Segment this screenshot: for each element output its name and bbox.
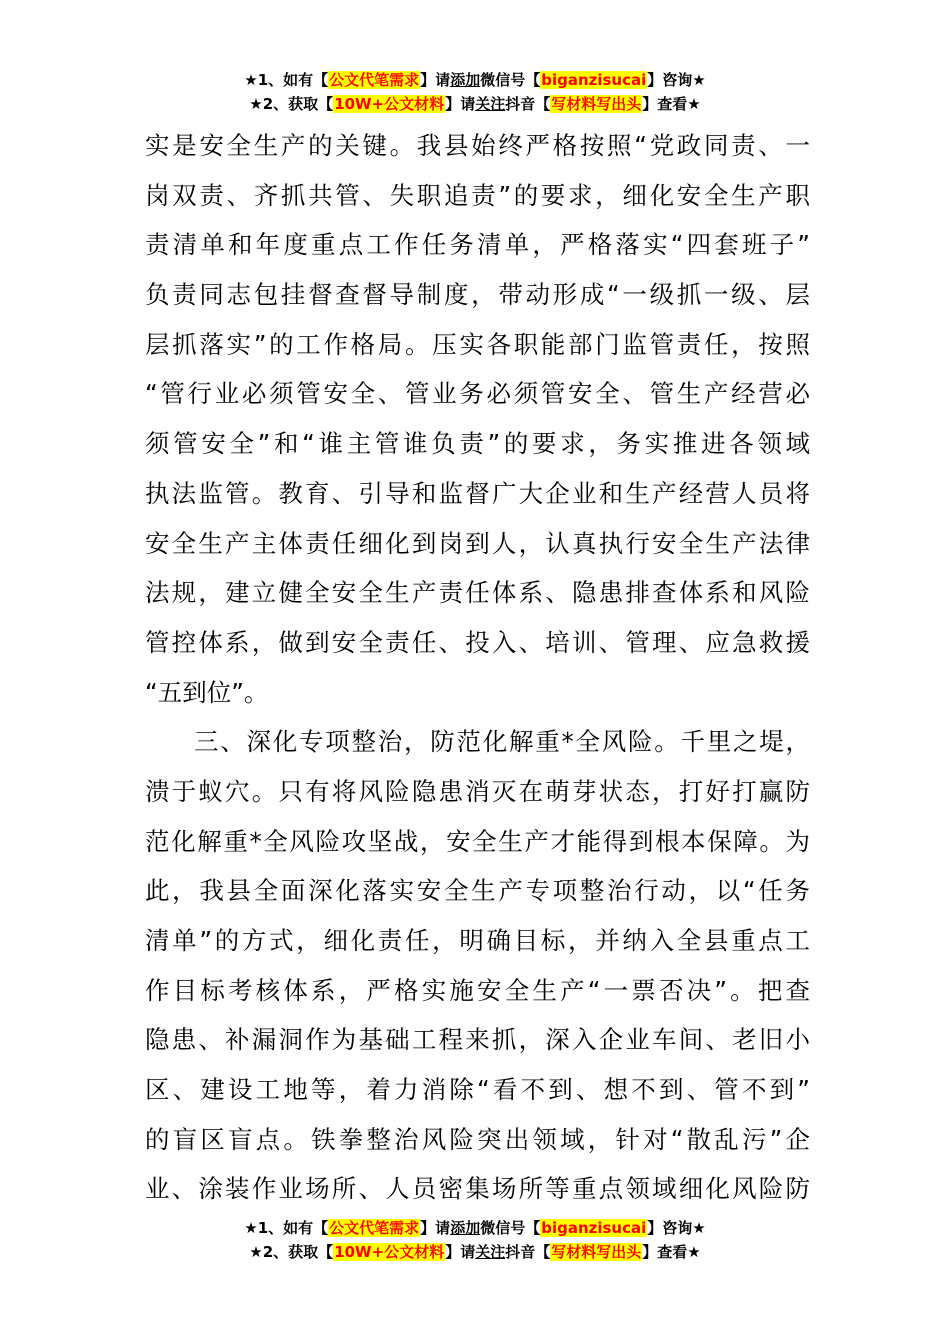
header-notice-line-2: ★2、获取【10W+公文材料】请关注抖音【写材料写出头】查看★ — [249, 95, 701, 113]
body-line: 管控体系，做到安全责任、投入、培训、管理、应急救援 — [145, 627, 810, 657]
body-line: 执法监管。教育、引导和监督广大企业和生产经营人员将 — [145, 478, 810, 508]
header-highlight-service: 公文代笔需求 — [329, 71, 420, 89]
body-line: 区、建设工地等，着力消除“看不到、想不到、管不到” — [145, 1075, 810, 1105]
header-notice-line-1: ★1、如有【公文代笔需求】请添加微信号【biganzisucai】咨询★ — [244, 71, 706, 89]
body-line: 安全生产主体责任细化到岗到人，认真执行安全生产法律 — [145, 528, 810, 558]
body-line: 负责同志包挂督查督导制度，带动形成“一级抓一级、层 — [145, 280, 810, 310]
body-line: 岗双责、齐抓共管、失职追责”的要求，细化安全生产职 — [145, 180, 810, 210]
footer-highlight-douyin: 写材料写出头 — [551, 1243, 642, 1261]
body-line: 实是安全生产的关键。我县始终严格按照“党政同责、一 — [145, 131, 810, 160]
body-line: 的盲区盲点。铁拳整治风险突出领域，针对“散乱污”企 — [145, 1124, 810, 1154]
body-line: 作目标考核体系，严格实施安全生产“一票否决”。把查 — [145, 975, 810, 1005]
body-line: 业、涂装作业场所、人员密集场所等重点领域细化风险防 — [145, 1174, 810, 1204]
body-line: 隐患、补漏洞作为基础工程来抓，深入企业车间、老旧小 — [145, 1025, 810, 1055]
body-line: “管行业必须管安全、管业务必须管安全、管生产经营必 — [145, 379, 810, 409]
body-line: 此，我县全面深化落实安全生产专项整治行动，以“任务 — [145, 876, 810, 906]
footer-notice-line-1: ★1、如有【公文代笔需求】请添加微信号【biganzisucai】咨询★ — [244, 1219, 706, 1237]
footer-notice-line-2: ★2、获取【10W+公文材料】请关注抖音【写材料写出头】查看★ — [249, 1243, 701, 1261]
body-line: 层抓落实”的工作格局。压实各职能部门监管责任，按照 — [145, 329, 810, 359]
body-line-paragraph-end: “五到位”。 — [145, 677, 269, 707]
body-line: 法规，建立健全安全生产责任体系、隐患排查体系和风险 — [145, 578, 810, 608]
footer-notice — [0, 1216, 950, 1264]
body-line: 责清单和年度重点工作任务清单，严格落实“四套班子” — [145, 230, 810, 260]
header-highlight-materials: 10W+公文材料 — [334, 95, 445, 113]
header-highlight-douyin: 写材料写出头 — [551, 95, 642, 113]
document-body — [145, 121, 810, 1214]
footer-highlight-service: 公文代笔需求 — [329, 1219, 420, 1237]
body-line: 须管安全”和“谁主管谁负责”的要求，务实推进各领域 — [145, 429, 810, 459]
body-line: 清单”的方式，细化责任，明确目标，并纳入全县重点工 — [145, 926, 810, 955]
footer-highlight-materials: 10W+公文材料 — [334, 1243, 445, 1261]
footer-highlight-wechat-id: biganzisucai — [541, 1219, 647, 1237]
body-line: 溃于蚁穴。只有将风险隐患消灭在萌芽状态，打好打赢防 — [145, 776, 810, 806]
header-highlight-wechat-id: biganzisucai — [541, 71, 647, 89]
header-notice — [0, 68, 950, 116]
section-heading-line: 三、深化专项整治，防范化解重*全风险。千里之堤， — [194, 727, 810, 757]
body-line: 范化解重*全风险攻坚战，安全生产才能得到根本保障。为 — [145, 826, 810, 856]
